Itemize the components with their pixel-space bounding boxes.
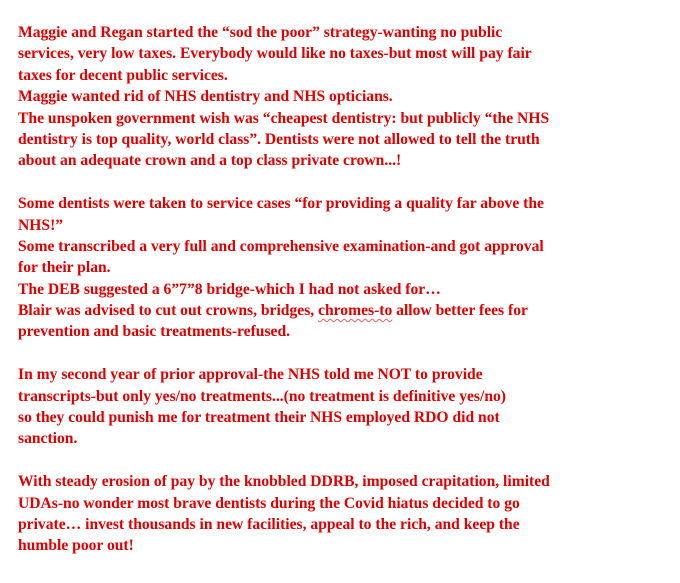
document-body	[18, 22, 678, 557]
text-line: Maggie and Regan started the “sod the poor” strategy-wanting no public	[18, 24, 503, 41]
spellcheck-flagged-word[interactable]: chromes-to	[318, 302, 393, 320]
text-line: for their plan.	[18, 259, 111, 277]
text-line-blair	[18, 300, 678, 321]
text-line: UDAs-no wonder most brave dentists during the Covid hiatus decided to go	[18, 494, 520, 512]
text-line: With steady erosion of pay by the knobbled DDRB, imposed crapitation, limited	[18, 473, 550, 491]
text-fragment: allow better fees for	[392, 302, 528, 320]
text-line: prevention and basic treatments-refused.	[18, 323, 291, 341]
text-line: humble poor out!	[18, 537, 134, 555]
paragraph-spacer	[18, 172, 678, 193]
text-line: Maggie wanted rid of NHS dentistry and NHS opticians.	[18, 88, 393, 106]
text-line: transcripts-but only yes/no treatments...(no treatment is definitive yes/no)	[18, 387, 506, 405]
paragraph-spacer	[18, 450, 678, 471]
text-line: The unspoken government wish was “cheapest dentistry: but publicly “the NHS	[18, 109, 550, 127]
text-line: dentistry is top quality, world class”. Dentists were not allowed to tell the truth	[18, 130, 540, 148]
text-line: services, very low taxes. Everybody would like no taxes-but most will pay fair	[18, 45, 532, 63]
text-line: NHS!”	[18, 216, 64, 234]
text-line: The DEB suggested a 6”7”8 bridge-which I had not asked for…	[18, 280, 441, 298]
text-line: private… invest thousands in new facilities, appeal to the rich, and keep the	[18, 515, 520, 533]
paragraph-erosion-of-pay	[18, 471, 678, 557]
text-line: taxes for decent public services.	[18, 66, 228, 84]
text-line: In my second year of prior approval-the NHS told me NOT to provide	[18, 366, 483, 384]
text-line: about an adequate crown and a top class private crown...!	[18, 152, 402, 170]
text-line: Some transcribed a very full and comprehensive examination-and got approval	[18, 237, 544, 255]
text-line: so they could punish me for treatment their NHS employed RDO did not	[18, 409, 500, 427]
text-fragment: Blair was advised to cut out crowns, bridges,	[18, 302, 319, 320]
paragraph-prior-approval	[18, 364, 678, 450]
paragraph-service-cases	[18, 193, 678, 343]
text-line: Some dentists were taken to service cases “for providing a quality far above the	[18, 195, 544, 213]
text-line: sanction.	[18, 430, 78, 448]
paragraph-thatcher-reagan	[18, 22, 678, 172]
paragraph-spacer	[18, 343, 678, 364]
